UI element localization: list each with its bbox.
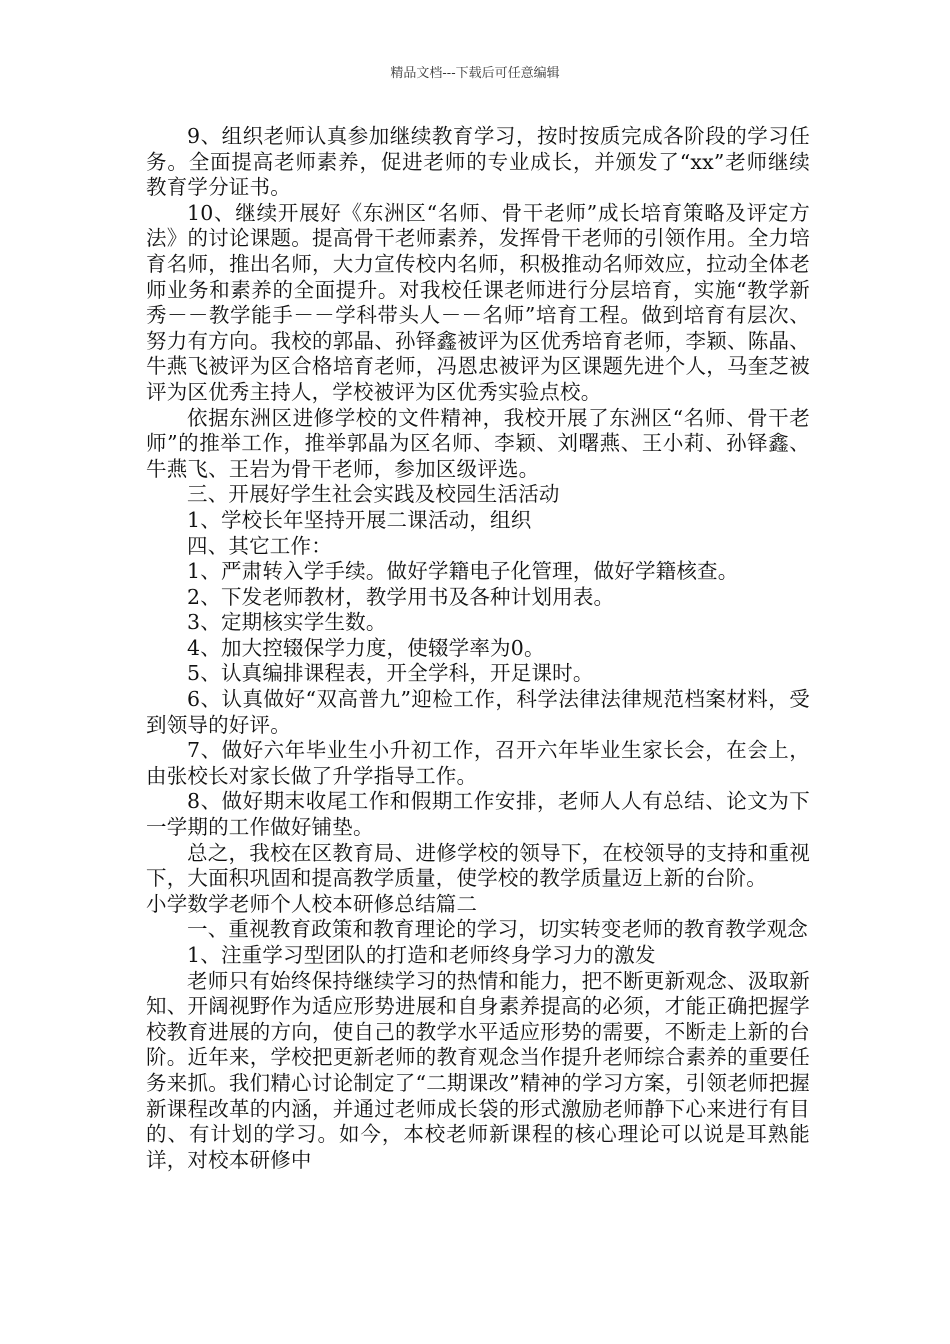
page-header: 精品文档---下载后可任意编辑	[390, 66, 560, 81]
list-item: 1、严肃转入学手续。做好学籍电子化管理，做好学籍核查。	[187, 559, 739, 584]
list-item: 2、下发老师教材，教学用书及各种计划用表。	[187, 584, 615, 609]
section-heading-3: 三、开展好学生社会实践及校园生活活动	[187, 482, 560, 507]
subsection-heading: 1、注重学习型团队的打造和老师终身学习力的激发	[187, 943, 656, 967]
list-item: 6、认真做好“双高普九”迎检工作，科学法律法律规范档案材料，受到领导的好评。	[146, 687, 810, 737]
list-item: 8、做好期末收尾工作和假期工作安排，老师人人有总结、论文为下一学期的工作做好铺垫。	[146, 789, 810, 840]
paragraph-item-9: 9、组织老师认真参加继续教育学习，按时按质完成各阶段的学习任务。全面提高老师素养，促进老师的专业成长，并颁发了“xx”老师继续教育学分证书。	[146, 124, 810, 200]
body-paragraph: 老师只有始终保持继续学习的热情和能力，把不断更新观念、汲取新知、开阔视野作为适应形势进展和自身素养提高的必须，才能正确把握学校教育进展的方向，使自己的教学水平适应形势的需要，不断走上新的台阶。近年来，学校把更新老师的教育观念当作提升老师综合素养的重要任务来抓。我们精心讨论制定了“二期课改”精神的学习方案，引领老师把握新课程改革的内涵，并通过老师成长袋的形式激励老师静下心来进行有目的、有计划的学习。如今，本校老师新课程的核心理论可以说是耳熟能详，对校本研修中	[146, 968, 810, 1172]
document-body	[146, 124, 810, 1173]
section-heading-4: 四、其它工作：	[187, 533, 332, 558]
list-item: 5、认真编排课程表，开全学科，开足课时。	[187, 661, 594, 686]
list-item: 7、做好六年毕业生小升初工作，召开六年毕业生家长会，在会上，由张校长对家长做了升学指导工作。	[146, 738, 810, 788]
list-item: 4、加大控辍保学力度，使辍学率为0。	[187, 635, 545, 660]
list-item: 1、学校长年坚持开展二课活动，组织	[187, 507, 532, 532]
section-heading-1: 一、重视教育政策和教育理论的学习，切实转变老师的教育教学观念	[187, 917, 808, 942]
list-item: 3、定期核实学生数。	[187, 610, 387, 635]
paragraph-item-10: 10、继续开展好《东洲区“名师、骨干老师”成长培育策略及评定方法》的讨论课题。提高骨干老师素养，发挥骨干老师的引领作用。全力培育名师，推出名师，大力宣传校内名师，积极推动名师效应，拉动全体老师业务和素养的全面提升。对我校任课老师进行分层培育，实施“教学新秀－－教学能手－－学科带头人－－名师”培育工程。做到培育有层次、努力有方向。我校的郭晶、孙铎鑫被评为区优秀培育老师，李颖、陈晶、牛燕飞被评为区合格培育老师，冯恩忠被评为区课题先进个人，马奎芝被评为区优秀主持人，学校被评为区优秀实验点校。	[146, 200, 810, 404]
summary-paragraph: 总之，我校在区教育局、进修学校的领导下，在校领导的支持和重视下，大面积巩固和提高教学质量，使学校的教学质量迈上新的台阶。	[146, 840, 810, 891]
article-title: 小学数学老师个人校本研修总结篇二	[146, 891, 478, 916]
paragraph-nomination: 依据东洲区进修学校的文件精神，我校开展了东洲区“名师、骨干老师”的推举工作，推举郭晶为区名师、李颖、刘曙燕、王小莉、孙铎鑫、牛燕飞、王岩为骨干老师，参加区级评选。	[146, 405, 810, 481]
